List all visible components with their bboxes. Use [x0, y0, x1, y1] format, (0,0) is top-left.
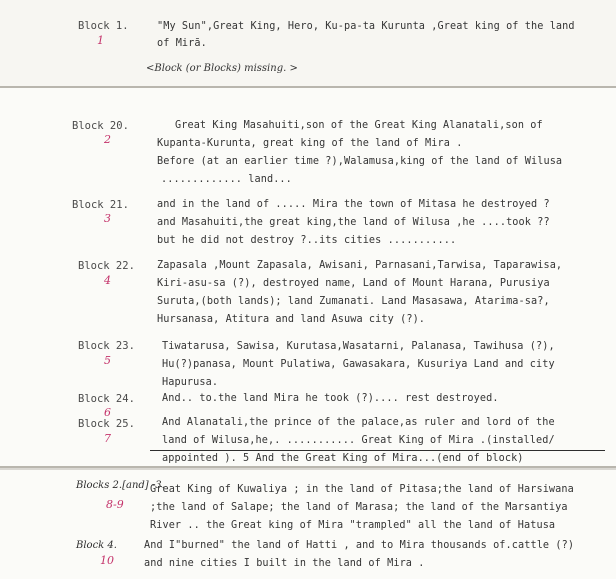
document-page-top: [0, 0, 616, 86]
block-21-number: 3: [104, 212, 111, 225]
block-23-label: Block 23.: [78, 340, 135, 352]
block-22-line-1: Zapasala ,Mount Zapasala, Awisani, Parnasani,Tarwisa, Taparawisa,: [157, 260, 563, 271]
document-page-bottom: [0, 470, 616, 579]
block-20-number: 2: [104, 133, 111, 146]
block-22-number: 4: [104, 274, 111, 287]
block-4-line-2: and nine cities I built in the land of Mira .: [144, 558, 425, 569]
block-25-label: Block 25.: [78, 418, 135, 430]
block-22-line-2: Kiri-asu-sa (?), destroyed name, Land of Mount Harana, Purusiya: [157, 278, 550, 289]
block-25-line-1: And Alanatali,the prince of the palace,as ruler and lord of the: [162, 417, 555, 428]
block-22-line-4: Hursanasa, Atitura and land Asuwa city (?).: [157, 314, 426, 325]
blocks-2-3-label: Blocks 2.[and] -3.: [76, 480, 165, 491]
block-23-line-3: Hapurusa.: [162, 377, 219, 388]
end-of-block-rule: [150, 450, 605, 451]
block-20-line-3: Before (at an earlier time ?),Walamusa,king of the land of Wilusa: [157, 156, 563, 167]
block-1-label: Block 1.: [78, 20, 129, 32]
block-22-label: Block 22.: [78, 260, 135, 272]
block-23-number: 5: [104, 354, 111, 367]
page-edge: [0, 466, 616, 468]
block-1-number: 1: [97, 34, 104, 47]
block-1-line-2: of Mirā.: [157, 38, 207, 49]
block-25-line-3: appointed ). 5 And the Great King of Mira...(end of block): [162, 453, 524, 464]
block-4-number: 10: [100, 554, 114, 567]
block-25-number: 7: [104, 432, 111, 445]
block-20-line-2: Kupanta-Kurunta, great king of the land of Mira .: [157, 138, 463, 149]
blocks-2-3-line-3: River .. the Great king of Mira "trampled" all the land of Hatusa: [150, 520, 556, 531]
block-21-line-1: and in the land of ..... Mira the town of Mitasa he destroyed ?: [157, 199, 550, 210]
block-24-line-1: And.. to.the land Mira he took (?).... rest destroyed.: [162, 393, 499, 404]
block-21-line-2: and Masahuiti,the great king,the land of Wilusa ,he ....took ??: [157, 217, 550, 228]
block-4-label: Block 4.: [76, 540, 117, 551]
block-23-line-2: Hu(?)panasa, Mount Pulatiwa, Gawasakara, Kusuriya Land and city: [162, 359, 555, 370]
blocks-2-3-line-1: Great King of Kuwaliya ; in the land of Pitasa;the land of Harsiwana: [150, 484, 574, 495]
block-20-line-4: ............. land...: [161, 174, 292, 185]
block-4-line-1: And I"burned" the land of Hatti , and to Mira thousands of.cattle (?): [144, 540, 575, 551]
blocks-2-3-number: 8-9: [106, 498, 124, 511]
block-21-label: Block 21.: [72, 199, 129, 211]
block-22-line-3: Suruta,(both lands); land Zumanati. Land Masasawa, Atarima-sa?,: [157, 296, 550, 307]
document-page-middle: [0, 88, 616, 466]
block-24-label: Block 24.: [78, 393, 135, 405]
block-21-line-3: but he did not destroy ?..its cities ...........: [157, 235, 457, 246]
block-23-line-1: Tiwatarusa, Sawisa, Kurutasa,Wasatarni, Palanasa, Tawihusa (?),: [162, 341, 555, 352]
blocks-2-3-line-2: ;the land of Salape; the land of Marasa; the land of the Marsantiya: [150, 502, 568, 513]
block-20-line-1: Great King Masahuiti,son of the Great King Alanatali,son of: [175, 120, 543, 131]
block-20-label: Block 20.: [72, 120, 129, 132]
block-24-number: 6: [104, 406, 111, 419]
missing-blocks-note: <Block (or Blocks) missing. >: [146, 63, 298, 74]
block-1-line-1: "My Sun",Great King, Hero, Ku-pa-ta Kurunta ,Great king of the land: [157, 21, 575, 32]
block-25-line-2: land of Wilusa,he,. ........... Great King of Mira .(installed/: [162, 435, 555, 446]
